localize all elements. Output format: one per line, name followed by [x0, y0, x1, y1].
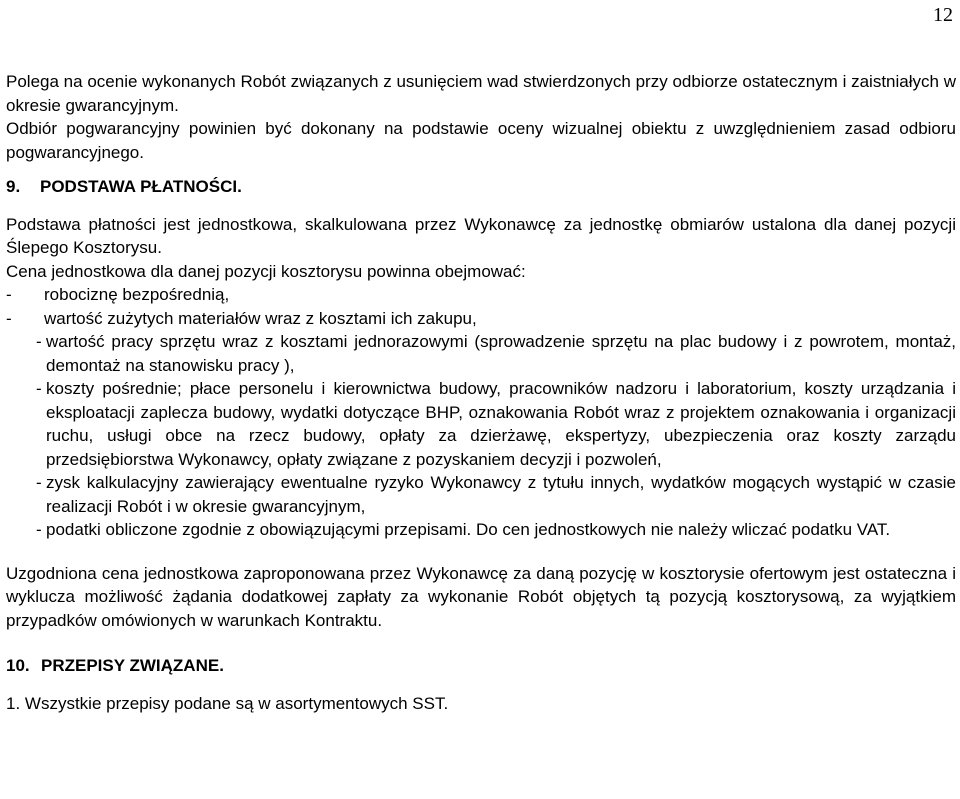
list-item — [6, 330, 956, 377]
section-10-paragraph-1: 1. Wszystkie przepisy podane są w asortymentowych SST. — [6, 693, 449, 713]
list-item — [6, 377, 956, 471]
document-body — [6, 70, 956, 715]
section-10-number: 10. — [6, 656, 30, 675]
list-item — [6, 471, 956, 518]
list-dash: - — [6, 285, 12, 304]
list-item-text: robociznę bezpośrednią, — [44, 285, 230, 304]
list-item — [6, 518, 956, 542]
list-item-text: koszty pośrednie; płace personelu i kierownictwa budowy, pracowników nadzoru i laboratorium, koszty urządzania i eksploatacji zaplecza budowy, wydatki dotyczące BHP, oznakowania Robót wraz z projektem oznakowania i organizacji ruchu, usługi obce na rzecz budowy, opłaty za dzierżawę, ekspertyzy, ubezpieczenia oraz koszty zarządu przedsiębiorstwa Wykonawcy, opłaty związane z pozyskaniem decyzji i pozwoleń, — [46, 379, 956, 469]
list-item — [6, 307, 956, 331]
section-9-heading — [6, 175, 956, 199]
section-10-title: PRZEPISY ZWIĄZANE. — [41, 656, 224, 675]
list-item — [6, 283, 956, 307]
intro-paragraph-1: Polega na ocenie wykonanych Robót związanych z usunięciem wad stwierdzonych przy odbiorze ostatecznym i zaistniałych w okresie gwarancyjnym. — [6, 72, 956, 115]
section-10-heading — [6, 654, 956, 678]
section-9-paragraph-3: Uzgodniona cena jednostkowa zaproponowana przez Wykonawcę za daną pozycję w kosztorysie ofertowym jest ostateczna i wyklucza możliwość żądania dodatkowej zapłaty za wykonanie Robót objętych tą pozycją kosztorysową, za wyjątkiem przypadków omówionych w warunkach Kontraktu. — [6, 563, 956, 630]
list-dash: - — [36, 332, 42, 351]
list-item-text: wartość pracy sprzętu wraz z kosztami jednorazowymi (sprowadzenie sprzętu na plac budowy i z powrotem, montaż, demontaż na stanowisku pracy ), — [46, 332, 956, 375]
section-9-title: PODSTAWA PŁATNOŚCI. — [40, 177, 242, 196]
list-dash: - — [36, 473, 42, 492]
page-number: 12 — [933, 4, 953, 26]
list-dash: - — [6, 308, 12, 328]
list-item-text: zysk kalkulacyjny zawierający ewentualne ryzyko Wykonawcy z tytułu innych, wydatków mogących wystąpić w czasie realizacji Robót i w okresie gwarancyjnym, — [46, 473, 956, 516]
list-dash: - — [36, 520, 42, 539]
section-9-number: 9. — [6, 177, 21, 196]
list-item-text: wartość zużytych materiałów wraz z kosztami ich zakupu, — [44, 308, 477, 328]
section-9-paragraph-1: Podstawa płatności jest jednostkowa, skalkulowana przez Wykonawcę za jednostkę obmiarów ustalona dla danej pozycji Ślepego Kosztorysu. — [6, 214, 956, 257]
list-dash: - — [36, 379, 42, 398]
intro-paragraph-2: Odbiór pogwarancyjny powinien być dokonany na podstawie oceny wizualnej obiektu z uwzględnieniem zasad odbioru pogwarancyjnego. — [6, 119, 956, 162]
section-9-paragraph-2: Cena jednostkowa dla danej pozycji kosztorysu powinna obejmować: — [6, 261, 526, 281]
list-item-text: podatki obliczone zgodnie z obowiązującymi przepisami. Do cen jednostkowych nie należy wliczać podatku VAT. — [46, 520, 891, 539]
